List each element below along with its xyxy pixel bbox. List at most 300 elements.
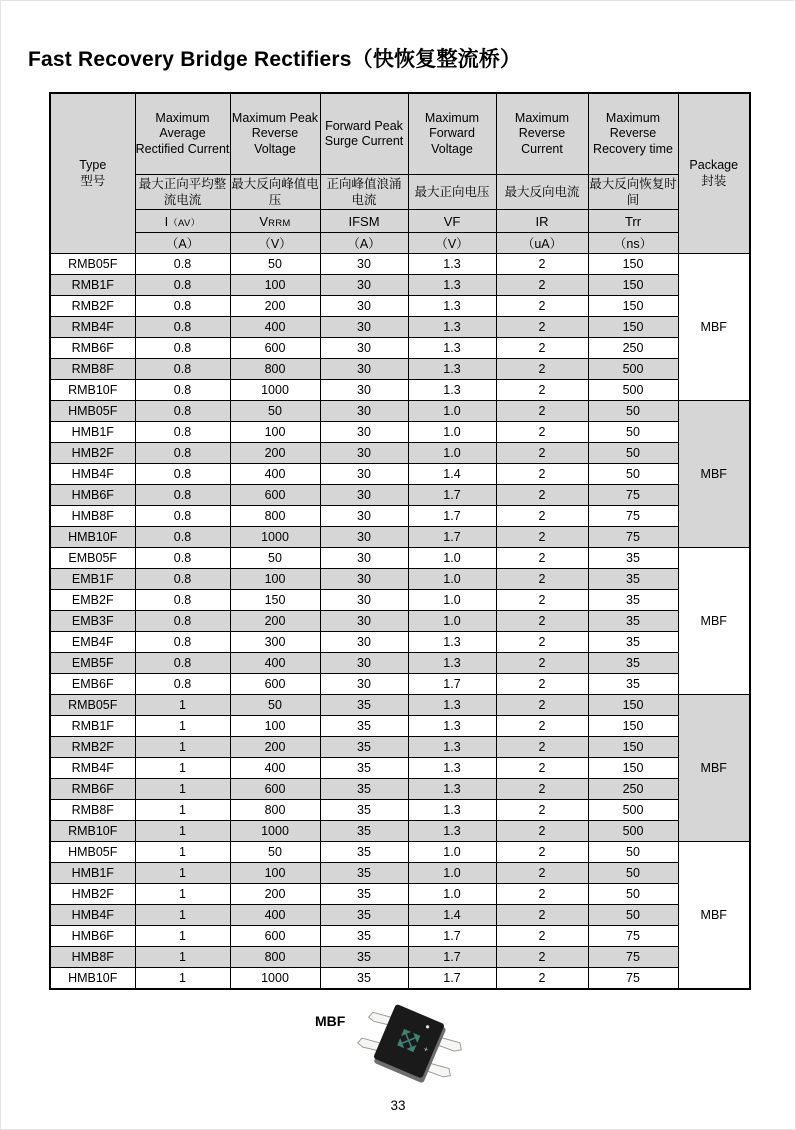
page-number: 33 [390,1098,406,1113]
value-cell: 30 [320,359,408,380]
value-cell: 1.3 [408,758,496,779]
value-cell: 2 [496,653,588,674]
value-cell: 1 [135,947,230,968]
symbol-sub: （AV） [168,217,201,229]
part-number-cell: HMB10F [50,968,135,990]
value-cell: 1.3 [408,653,496,674]
table-row [50,254,750,275]
value-cell: 0.8 [135,569,230,590]
value-cell: 30 [320,254,408,275]
value-cell: 35 [320,821,408,842]
value-cell: 0.8 [135,338,230,359]
package-cell: MBF [678,695,750,842]
part-number-cell: EMB2F [50,590,135,611]
value-cell: 1000 [230,527,320,548]
value-cell: 35 [588,569,678,590]
part-number-cell: RMB4F [50,758,135,779]
value-cell: 1.0 [408,611,496,632]
value-cell: 30 [320,590,408,611]
value-cell: 35 [320,716,408,737]
value-cell: 30 [320,275,408,296]
value-cell: 1.7 [408,506,496,527]
table-row [50,800,750,821]
value-cell: 1.3 [408,338,496,359]
value-cell: 1.7 [408,674,496,695]
value-cell: 2 [496,338,588,359]
part-number-cell: HMB6F [50,926,135,947]
value-cell: 2 [496,863,588,884]
table-row [50,653,750,674]
value-cell: 2 [496,527,588,548]
value-cell: 2 [496,779,588,800]
col-header-zh-vf: 最大正向电压 [408,175,496,210]
footer-package-label: MBF [315,1013,346,1029]
value-cell: 500 [588,380,678,401]
type-label-en: Type [79,158,107,172]
value-cell: 35 [588,674,678,695]
value-cell: 0.8 [135,611,230,632]
symbol-main: IR [535,213,549,229]
value-cell: 50 [588,863,678,884]
table-row [50,716,750,737]
value-cell: 1 [135,968,230,990]
value-cell: 0.8 [135,653,230,674]
unit-vrrm: （V） [230,233,320,254]
value-cell: 150 [588,716,678,737]
value-cell: 150 [588,695,678,716]
value-cell: 0.8 [135,359,230,380]
value-cell: 30 [320,443,408,464]
value-cell: 0.8 [135,548,230,569]
value-cell: 800 [230,947,320,968]
part-number-cell: RMB10F [50,380,135,401]
table-row [50,737,750,758]
value-cell: 30 [320,401,408,422]
symbol-main: V [259,213,269,229]
value-cell: 1 [135,737,230,758]
value-cell: 2 [496,275,588,296]
value-cell: 2 [496,611,588,632]
table-row [50,821,750,842]
unit-iav: （A） [135,233,230,254]
table-row [50,401,750,422]
value-cell: 50 [230,842,320,863]
value-cell: 1000 [230,821,320,842]
table-row [50,506,750,527]
value-cell: 2 [496,548,588,569]
value-cell: 800 [230,359,320,380]
value-cell: 2 [496,569,588,590]
value-cell: 35 [588,590,678,611]
part-number-cell: EMB6F [50,674,135,695]
value-cell: 2 [496,947,588,968]
value-cell: 1 [135,905,230,926]
value-cell: 600 [230,674,320,695]
value-cell: 35 [320,800,408,821]
value-cell: 0.8 [135,380,230,401]
part-number-cell: HMB1F [50,422,135,443]
value-cell: 400 [230,653,320,674]
value-cell: 30 [320,506,408,527]
value-cell: 500 [588,359,678,380]
value-cell: 1000 [230,968,320,990]
part-number-cell: RMB2F [50,737,135,758]
table-header [50,93,750,254]
value-cell: 30 [320,611,408,632]
value-cell: 1.3 [408,359,496,380]
value-cell: 400 [230,464,320,485]
value-cell: 2 [496,821,588,842]
package-cell: MBF [678,842,750,990]
value-cell: 2 [496,800,588,821]
value-cell: 0.8 [135,275,230,296]
value-cell: 35 [588,632,678,653]
value-cell: 0.8 [135,254,230,275]
value-cell: 1.3 [408,821,496,842]
value-cell: 30 [320,464,408,485]
part-number-cell: HMB4F [50,464,135,485]
value-cell: 150 [588,296,678,317]
value-cell: 2 [496,380,588,401]
value-cell: 1.3 [408,737,496,758]
table-row [50,947,750,968]
value-cell: 1.0 [408,401,496,422]
value-cell: 1 [135,758,230,779]
col-header-zh-ir: 最大反向电流 [496,175,588,210]
value-cell: 35 [588,611,678,632]
symbol-iav [135,210,230,233]
value-cell: 0.8 [135,632,230,653]
value-cell: 0.8 [135,464,230,485]
value-cell: 1.3 [408,632,496,653]
value-cell: 200 [230,611,320,632]
value-cell: 1.0 [408,884,496,905]
part-number-cell: RMB05F [50,695,135,716]
symbol-vrrm [230,210,320,233]
value-cell: 50 [230,548,320,569]
value-cell: 1.3 [408,779,496,800]
table-row [50,527,750,548]
value-cell: 2 [496,926,588,947]
value-cell: 1 [135,716,230,737]
value-cell: 1.3 [408,296,496,317]
symbol-ir [496,210,588,233]
part-number-cell: EMB1F [50,569,135,590]
unit-vf: （V） [408,233,496,254]
svg-text:+: + [422,1044,430,1055]
table-row [50,338,750,359]
value-cell: 35 [320,842,408,863]
value-cell: 0.8 [135,422,230,443]
value-cell: 2 [496,422,588,443]
part-number-cell: HMB05F [50,401,135,422]
value-cell: 30 [320,653,408,674]
value-cell: 200 [230,737,320,758]
value-cell: 2 [496,905,588,926]
value-cell: 200 [230,443,320,464]
table-row [50,611,750,632]
part-number-cell: RMB05F [50,254,135,275]
value-cell: 2 [496,359,588,380]
package-column-header [678,93,750,254]
symbol-main: VF [443,213,461,229]
part-number-cell: HMB4F [50,905,135,926]
value-cell: 35 [320,905,408,926]
value-cell: 30 [320,632,408,653]
value-cell: 800 [230,506,320,527]
value-cell: 2 [496,758,588,779]
value-cell: 1.0 [408,569,496,590]
col-header-zh-iav: 最大正向平均整流电流 [135,175,230,210]
part-number-cell: RMB10F [50,821,135,842]
table-row [50,779,750,800]
value-cell: 100 [230,275,320,296]
value-cell: 75 [588,926,678,947]
table-body [50,254,750,990]
value-cell: 0.8 [135,401,230,422]
part-number-cell: RMB1F [50,716,135,737]
value-cell: 2 [496,443,588,464]
table-row [50,758,750,779]
table-row [50,317,750,338]
value-cell: 2 [496,737,588,758]
value-cell: 75 [588,968,678,990]
package-cell: MBF [678,548,750,695]
value-cell: 1 [135,926,230,947]
value-cell: 50 [588,842,678,863]
page-title: Fast Recovery Bridge Rectifiers（快恢复整流桥） [28,48,522,71]
value-cell: 100 [230,863,320,884]
col-header-en-trr: Maximum Reverse Recovery time [588,93,678,175]
value-cell: 30 [320,296,408,317]
value-cell: 35 [320,884,408,905]
symbol-vf [408,210,496,233]
value-cell: 75 [588,485,678,506]
value-cell: 30 [320,674,408,695]
value-cell: 50 [588,401,678,422]
value-cell: 30 [320,527,408,548]
value-cell: 35 [320,779,408,800]
table-row [50,926,750,947]
part-number-cell: RMB8F [50,800,135,821]
value-cell: 50 [588,884,678,905]
value-cell: 35 [588,653,678,674]
symbol-trr [588,210,678,233]
value-cell: 75 [588,506,678,527]
value-cell: 600 [230,338,320,359]
unit-trr: （ns） [588,233,678,254]
value-cell: 50 [588,422,678,443]
value-cell: 30 [320,485,408,506]
value-cell: 250 [588,779,678,800]
value-cell: 1.7 [408,968,496,990]
package-cell: MBF [678,254,750,401]
value-cell: 1.0 [408,443,496,464]
value-cell: 75 [588,947,678,968]
value-cell: 2 [496,632,588,653]
value-cell: 2 [496,590,588,611]
value-cell: 35 [320,947,408,968]
bridge-rectifier-chip-icon [351,999,467,1095]
table-row [50,464,750,485]
value-cell: 2 [496,716,588,737]
symbol-ifsm [320,210,408,233]
value-cell: 35 [320,758,408,779]
value-cell: 50 [230,401,320,422]
value-cell: 400 [230,317,320,338]
value-cell: 1.4 [408,905,496,926]
table-row [50,548,750,569]
mbf-package-image [351,999,467,1095]
part-number-cell: HMB2F [50,884,135,905]
table-row [50,905,750,926]
package-label-zh: 封装 [701,173,727,188]
value-cell: 150 [588,737,678,758]
value-cell: 1 [135,821,230,842]
value-cell: 30 [320,422,408,443]
value-cell: 1.0 [408,863,496,884]
value-cell: 1.3 [408,716,496,737]
value-cell: 0.8 [135,674,230,695]
value-cell: 200 [230,296,320,317]
value-cell: 35 [588,548,678,569]
value-cell: 1.4 [408,464,496,485]
value-cell: 100 [230,716,320,737]
value-cell: 0.8 [135,296,230,317]
part-number-cell: HMB8F [50,506,135,527]
value-cell: 1.3 [408,695,496,716]
value-cell: 2 [496,884,588,905]
package-label-en: Package [689,158,739,172]
table-row [50,695,750,716]
value-cell: 1.0 [408,842,496,863]
col-header-en-ir: Maximum Reverse Current [496,93,588,175]
part-number-cell: RMB2F [50,296,135,317]
value-cell: 30 [320,380,408,401]
value-cell: 150 [588,254,678,275]
table-row [50,674,750,695]
value-cell: 500 [588,821,678,842]
table-row [50,275,750,296]
part-number-cell: EMB5F [50,653,135,674]
value-cell: 0.8 [135,590,230,611]
value-cell: 0.8 [135,527,230,548]
value-cell: 50 [588,443,678,464]
value-cell: 1000 [230,380,320,401]
value-cell: 1.0 [408,590,496,611]
part-number-cell: RMB6F [50,338,135,359]
value-cell: 100 [230,569,320,590]
part-number-cell: RMB4F [50,317,135,338]
value-cell: 0.8 [135,506,230,527]
value-cell: 400 [230,758,320,779]
value-cell: 30 [320,317,408,338]
value-cell: 35 [320,968,408,990]
value-cell: 1.7 [408,527,496,548]
value-cell: 150 [588,317,678,338]
value-cell: 2 [496,485,588,506]
value-cell: 2 [496,254,588,275]
value-cell: 35 [320,695,408,716]
table-row [50,569,750,590]
value-cell: 400 [230,905,320,926]
part-number-cell: HMB10F [50,527,135,548]
value-cell: 250 [588,338,678,359]
value-cell: 1 [135,842,230,863]
value-cell: 800 [230,800,320,821]
value-cell: 1.3 [408,317,496,338]
unit-ifsm: （A） [320,233,408,254]
part-number-cell: EMB3F [50,611,135,632]
table-row [50,443,750,464]
value-cell: 75 [588,527,678,548]
value-cell: 300 [230,632,320,653]
value-cell: 600 [230,779,320,800]
part-number-cell: HMB2F [50,443,135,464]
type-column-header [50,93,135,254]
col-header-zh-trr: 最大反向恢复时间 [588,175,678,210]
symbol-main: I [164,213,169,229]
symbol-sub: RRM [268,217,291,229]
table-row [50,632,750,653]
col-header-en-vf: Maximum Forward Voltage [408,93,496,175]
value-cell: 100 [230,422,320,443]
part-number-cell: RMB1F [50,275,135,296]
value-cell: 35 [320,926,408,947]
value-cell: 1.0 [408,422,496,443]
table-row [50,590,750,611]
value-cell: 2 [496,968,588,990]
value-cell: 1 [135,779,230,800]
value-cell: 2 [496,674,588,695]
value-cell: 1 [135,800,230,821]
table-row [50,485,750,506]
value-cell: 1.3 [408,254,496,275]
value-cell: 1 [135,695,230,716]
package-cell: MBF [678,401,750,548]
part-number-cell: RMB8F [50,359,135,380]
table-row [50,359,750,380]
col-header-zh-vrrm: 最大反向峰值电压 [230,175,320,210]
table-row [50,296,750,317]
col-header-en-vrrm: Maximum Peak Reverse Voltage [230,93,320,175]
part-number-cell: EMB05F [50,548,135,569]
value-cell: 30 [320,569,408,590]
value-cell: 2 [496,842,588,863]
value-cell: 1.7 [408,485,496,506]
table-row [50,968,750,990]
value-cell: 2 [496,695,588,716]
value-cell: 1.7 [408,926,496,947]
value-cell: 2 [496,464,588,485]
value-cell: 200 [230,884,320,905]
value-cell: 600 [230,485,320,506]
value-cell: 1.3 [408,380,496,401]
part-number-cell: HMB1F [50,863,135,884]
part-number-cell: HMB6F [50,485,135,506]
symbol-main: IFSM [348,213,380,229]
table-row [50,884,750,905]
unit-ir: （uA） [496,233,588,254]
value-cell: 150 [588,275,678,296]
part-number-cell: HMB05F [50,842,135,863]
value-cell: 2 [496,317,588,338]
value-cell: 50 [588,905,678,926]
part-number-cell: HMB8F [50,947,135,968]
value-cell: 1 [135,863,230,884]
value-cell: 35 [320,737,408,758]
table-row [50,380,750,401]
